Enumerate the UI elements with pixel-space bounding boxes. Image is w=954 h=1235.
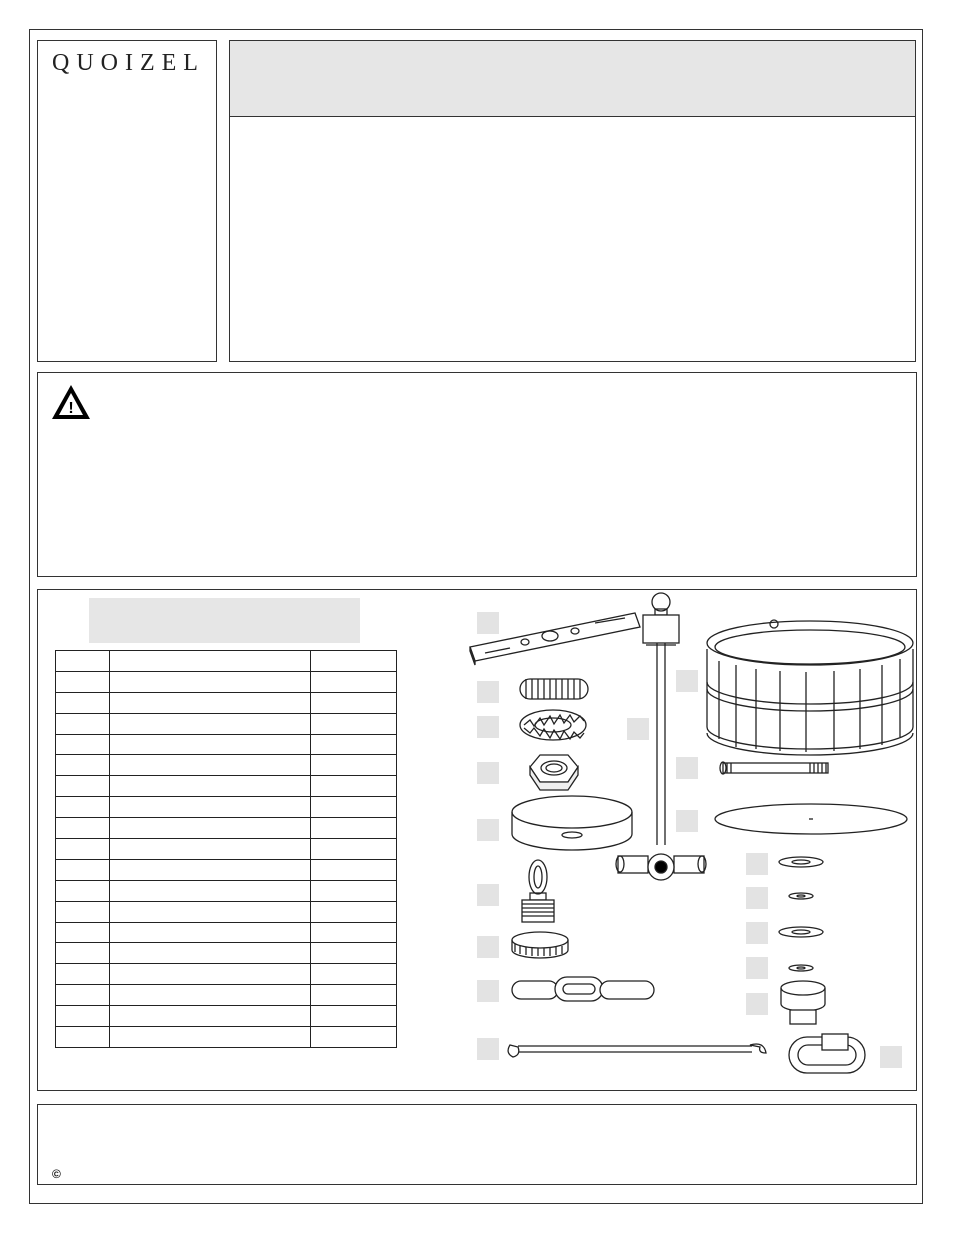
logo-panel xyxy=(37,40,217,362)
part-qty-cell xyxy=(311,1006,397,1027)
part-key-cell xyxy=(56,839,110,860)
table-row xyxy=(56,671,397,692)
quick-link-icon xyxy=(789,1034,865,1073)
glass-diffuser-icon xyxy=(715,804,907,834)
part-key-cell xyxy=(56,776,110,797)
part-qty-cell xyxy=(311,1027,397,1048)
part-description-cell xyxy=(109,880,310,901)
center-stem-cluster-icon xyxy=(616,593,706,880)
part-key-cell xyxy=(56,901,110,922)
table-row xyxy=(56,651,397,672)
part-key-cell xyxy=(56,818,110,839)
part-description-cell xyxy=(109,797,310,818)
header-title-band xyxy=(230,41,915,117)
part-key-cell xyxy=(56,964,110,985)
part-description-cell xyxy=(109,1006,310,1027)
table-row xyxy=(56,839,397,860)
part-qty-cell xyxy=(311,943,397,964)
crossbar-icon xyxy=(470,613,640,665)
part-qty-cell xyxy=(311,671,397,692)
table-row xyxy=(56,943,397,964)
cage-shade-icon xyxy=(707,620,913,755)
part-qty-cell xyxy=(311,901,397,922)
threaded-nipple-icon xyxy=(520,679,588,699)
part-description-cell xyxy=(109,692,310,713)
table-row xyxy=(56,859,397,880)
warning-triangle-icon xyxy=(50,383,92,426)
part-key-cell xyxy=(56,797,110,818)
part-description-cell xyxy=(109,671,310,692)
table-row xyxy=(56,755,397,776)
finial-cap-icon xyxy=(781,981,825,1024)
parts-illustration xyxy=(440,585,915,1085)
part-description-cell xyxy=(109,734,310,755)
part-description-cell xyxy=(109,943,310,964)
part-key-cell xyxy=(56,985,110,1006)
table-row xyxy=(56,1027,397,1048)
part-key-cell xyxy=(56,755,110,776)
hook-rod-icon xyxy=(508,1044,766,1057)
part-qty-cell xyxy=(311,922,397,943)
part-qty-cell xyxy=(311,880,397,901)
table-row xyxy=(56,901,397,922)
part-key-cell xyxy=(56,713,110,734)
part-qty-cell xyxy=(311,692,397,713)
table-row xyxy=(56,776,397,797)
part-description-cell xyxy=(109,818,310,839)
part-description-cell xyxy=(109,922,310,943)
part-qty-cell xyxy=(311,818,397,839)
part-description-cell xyxy=(109,755,310,776)
part-qty-cell xyxy=(311,651,397,672)
part-key-cell xyxy=(56,922,110,943)
part-key-cell xyxy=(56,692,110,713)
part-key-cell xyxy=(56,734,110,755)
chain-icon xyxy=(512,977,654,1001)
part-key-cell xyxy=(56,880,110,901)
table-row xyxy=(56,964,397,985)
table-row xyxy=(56,797,397,818)
part-description-cell xyxy=(109,985,310,1006)
screw-collar-loop-icon xyxy=(522,860,554,922)
part-description-cell xyxy=(109,964,310,985)
part-description-cell xyxy=(109,901,310,922)
table-row xyxy=(56,985,397,1006)
part-key-cell xyxy=(56,859,110,880)
part-key-cell xyxy=(56,651,110,672)
part-description-cell xyxy=(109,651,310,672)
part-description-cell xyxy=(109,1027,310,1048)
part-key-cell xyxy=(56,943,110,964)
lock-washer-icon xyxy=(520,710,586,740)
part-description-cell xyxy=(109,713,310,734)
canopy-icon xyxy=(512,796,632,850)
part-key-cell xyxy=(56,1027,110,1048)
table-row xyxy=(56,922,397,943)
threaded-rod-icon xyxy=(720,762,828,774)
canopy-ring-icon xyxy=(512,932,568,958)
part-key-cell xyxy=(56,671,110,692)
svg-text:!: ! xyxy=(68,400,74,417)
table-row xyxy=(56,692,397,713)
part-key-cell xyxy=(56,1006,110,1027)
copyright-symbol: © xyxy=(52,1167,61,1181)
part-qty-cell xyxy=(311,839,397,860)
part-qty-cell xyxy=(311,776,397,797)
part-qty-cell xyxy=(311,797,397,818)
part-qty-cell xyxy=(311,859,397,880)
table-row xyxy=(56,880,397,901)
footer-panel xyxy=(37,1104,917,1185)
table-row xyxy=(56,734,397,755)
parts-table xyxy=(55,650,397,1048)
table-row xyxy=(56,713,397,734)
part-qty-cell xyxy=(311,734,397,755)
part-description-cell xyxy=(109,839,310,860)
parts-list-title-band xyxy=(89,598,360,643)
table-row xyxy=(56,1006,397,1027)
part-qty-cell xyxy=(311,964,397,985)
part-qty-cell xyxy=(311,755,397,776)
part-description-cell xyxy=(109,776,310,797)
table-row xyxy=(56,818,397,839)
part-description-cell xyxy=(109,859,310,880)
hex-nut-icon xyxy=(530,755,578,790)
brand-logo: QUOIZEL xyxy=(52,50,205,76)
part-qty-cell xyxy=(311,713,397,734)
part-qty-cell xyxy=(311,985,397,1006)
warning-panel xyxy=(37,372,917,577)
